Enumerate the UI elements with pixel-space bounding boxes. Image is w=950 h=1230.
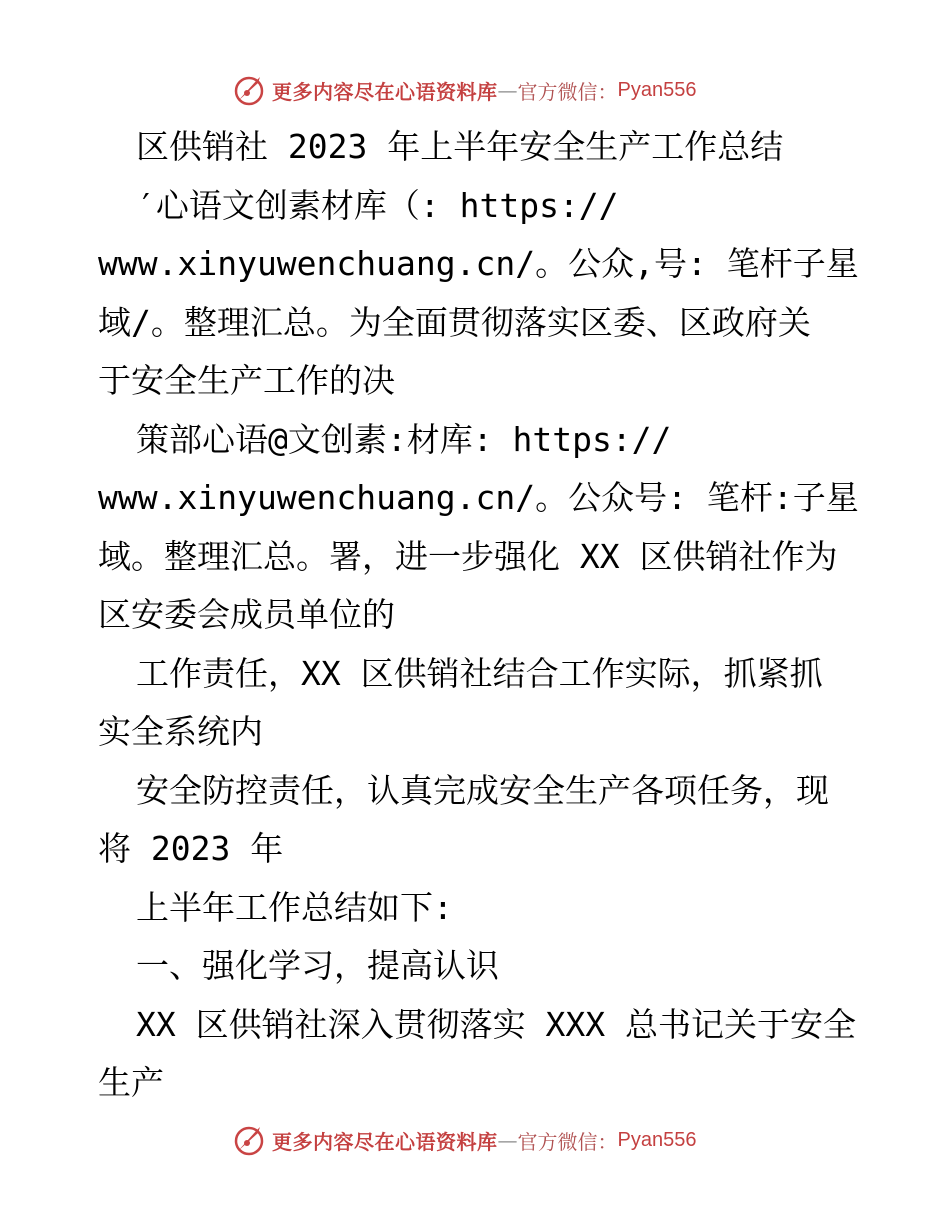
- watermark-dash: —: [497, 78, 518, 102]
- header-watermark: [232, 72, 696, 108]
- watermark-text: 更多内容尽在心语资料库: [272, 79, 498, 104]
- watermark-wechat-id: Pyan556: [617, 1128, 697, 1151]
- text-line: XX 区供销社深入贯彻落实 XXX 总书记关于安全: [136, 1004, 856, 1044]
- text-line: 工作责任，XX 区供销社结合工作实际，抓紧抓: [136, 653, 823, 693]
- text-line: 安全防控责任，认真完成安全生产各项任务，现: [136, 770, 829, 810]
- brush-logo-icon: [232, 1123, 266, 1157]
- section-heading: 一、强化学习，提高认识: [136, 946, 499, 985]
- document-title: 区供销社 2023 年上半年安全生产工作总结: [136, 127, 784, 166]
- text-line: 域/。整理汇总。为全面贯彻落实区委、区政府关: [98, 302, 811, 342]
- text-line: 域。整理汇总。署，进一步强化 XX 区供销社作为: [98, 536, 838, 576]
- watermark-wechat-label: 官方微信：: [517, 1129, 618, 1154]
- text-line: www.xinyuwenchuang.cn/。公众,号: 笔杆子星: [98, 244, 859, 283]
- watermark-wechat-label: 官方微信：: [517, 79, 618, 104]
- text-line: 于安全生产工作的决: [98, 361, 395, 400]
- watermark-dash: —: [497, 1128, 518, 1152]
- text-line: 生产: [98, 1063, 164, 1102]
- text-line: 实全系统内: [98, 712, 263, 751]
- text-line: 将 2023 年: [98, 829, 284, 868]
- text-line: 区安委会成员单位的: [98, 595, 395, 634]
- text-line: 上半年工作总结如下:: [136, 887, 453, 927]
- text-line: ′心语文创素材库（: https://: [136, 185, 619, 225]
- watermark-wechat-id: Pyan556: [617, 78, 697, 101]
- watermark-text: 更多内容尽在心语资料库: [272, 1129, 498, 1154]
- brush-logo-icon: [232, 73, 266, 107]
- document-body: [98, 118, 878, 1113]
- text-line: 策部心语@文创素:材库: https://: [136, 419, 672, 459]
- text-line: www.xinyuwenchuang.cn/。公众号: 笔杆:子星: [98, 478, 859, 517]
- footer-watermark: [232, 1122, 696, 1158]
